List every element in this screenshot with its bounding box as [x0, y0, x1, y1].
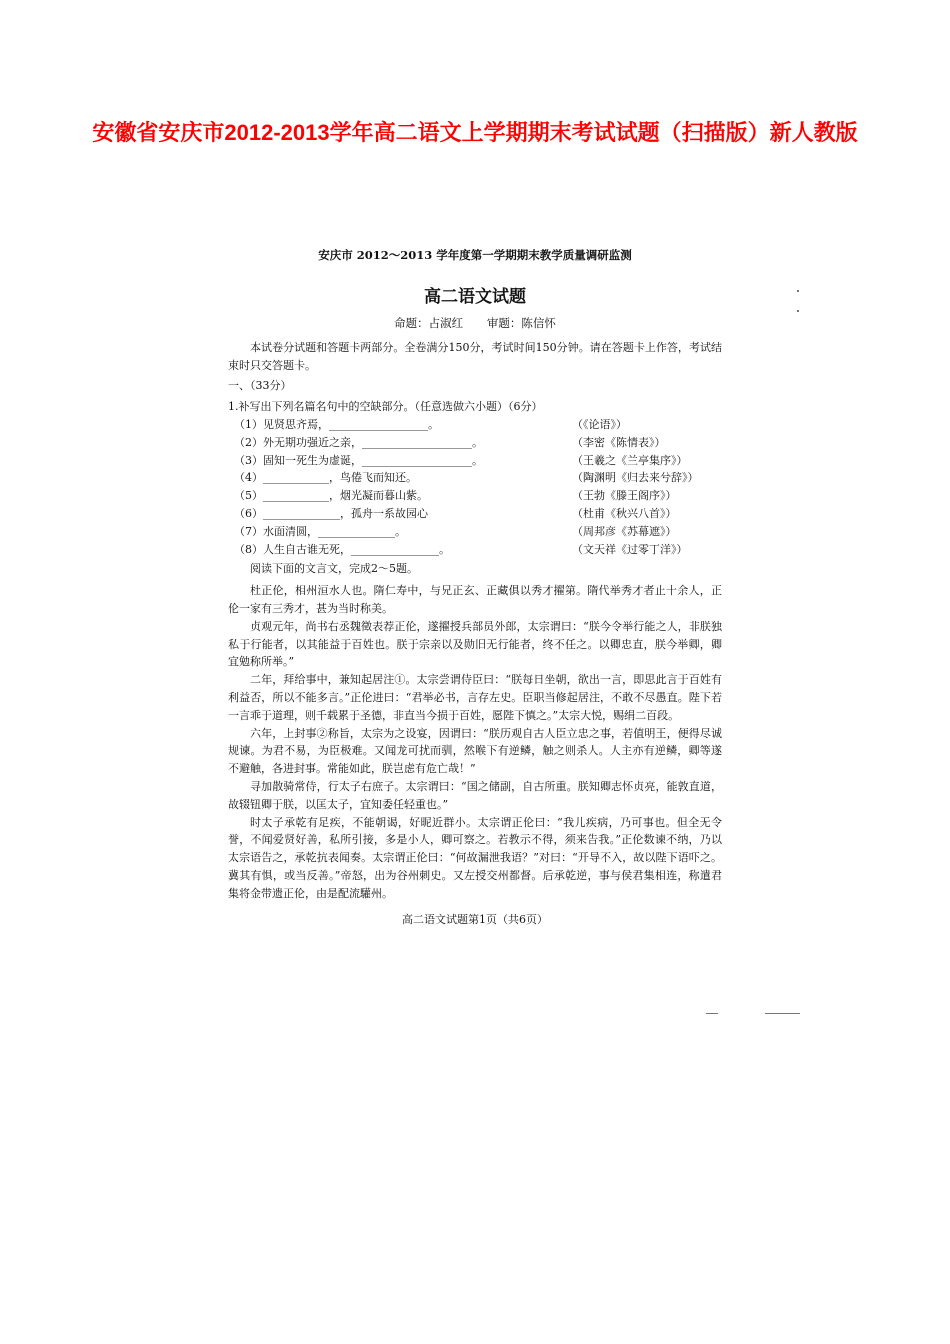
list-item: （6）______________，孤舟一系故园心 （杜甫《秋兴八首》） [234, 506, 677, 520]
section-heading: 一、（33分） [228, 379, 292, 393]
list-item: （5）____________，烟光凝而暮山紫。 （王勃《滕王阁序》） [234, 489, 677, 503]
question-1: 1.补写出下列名篇名句中的空缺部分。（任意选做六小题）（6分） [228, 400, 543, 414]
list-item: （4）____________，鸟倦飞而知还。 （陶渊明《归去来兮辞》） [234, 471, 699, 485]
passage-paragraph: 贞观元年，尚书右丞魏徵表荐正伦，遂擢授兵部员外郎，太宗谓曰：“朕今令举行能之人，非朕独私于行能者，以其能益于百姓也。朕于宗亲以及勋旧无行能者，终不任之。以卿忠直，朕今举卿，卿宜勉称所举。” [228, 619, 722, 669]
scan-mark [706, 1013, 718, 1014]
exam-title: 高二语文试题 [424, 287, 526, 307]
scan-mark [797, 290, 799, 292]
list-item: （2）外无期功强近之亲，____________________。 （李密《陈情表》） [234, 435, 666, 449]
exam-org: 安庆市 2012～2013 学年度第一学期期末教学质量调研监测 [318, 248, 632, 262]
scan-mark [765, 1013, 800, 1014]
classical-passage [228, 582, 722, 902]
passage-paragraph: 杜正伦，相州洹水人也。隋仁寿中，与兄正玄、正藏俱以秀才擢第。隋代举秀才者止十余人，正伦一家有三秀才，甚为当时称美。 [228, 584, 722, 615]
passage-paragraph: 时太子承乾有足疾，不能朝谒，好昵近群小。太宗谓正伦曰：“我儿疾病，乃可事也。但全无令誉，不闻爱贤好善，私所引接，多是小人，卿可察之。若教示不得，须来告我。”正伦数谏不纳，乃以太宗语告之，承乾抗表闻奏。太宗谓正伦曰：“何故漏泄我语？”对曰：“开导不入，故以陛下语吓之。冀其有惧，或当反善。”帝怒，出为谷州刺史。又左授交州都督。后承乾逆，事与侯君集相连，称遣君集将金带遗正伦，由是配流驩州。 [228, 815, 722, 900]
question-1-items [228, 416, 722, 558]
page-footer: 高二语文试题第1页（共6页） [402, 912, 548, 926]
reading-intro: 阅读下面的文言文，完成2～5题。 [250, 562, 418, 576]
scan-mark [797, 310, 799, 312]
scanned-exam-page [228, 245, 722, 928]
passage-paragraph: 二年，拜给事中，兼知起居注①。太宗尝谓侍臣曰：“朕每日坐朝，欲出一言，即思此言于百姓有利益否，所以不能多言。”正伦进曰：“君举必书，言存左史。臣职当修起居注，不敢不尽愚直。陛下若一言乖于道理，则千载累于圣德，非直当今损于百姓，愿陛下慎之。”太宗大悦，赐绢二百段。 [228, 673, 722, 722]
list-item: （8）人生自古谁无死，________________。 （文天祥《过零丁洋》） [234, 542, 688, 556]
passage-paragraph: 寻加散骑常侍，行太子右庶子。太宗谓曰：“国之储副，自古所重。朕知卿志怀贞亮，能敦直道，故辍钮卿于朕，以匡太子，宜知委任轻重也。” [228, 779, 722, 811]
exam-authors [228, 315, 722, 333]
document-title: 安徽省安庆市2012-2013学年高二语文上学期期末考试试题（扫描版）新人教版 [92, 120, 858, 145]
author-reviewer: 审题：陈信怀 [486, 316, 556, 330]
list-item: （1）见贤思齐焉，__________________。 （《论语》） [234, 417, 627, 431]
passage-paragraph: 六年，上封事②称旨，太宗为之设宴，因谓曰：“朕历观自古人臣立忠之事，若值明王，便得尽诚规谏。为君不易，为臣极难。又闻龙可扰而驯，然喉下有逆鳞，触之则杀人。人主亦有逆鳞，卿等遂不避触，各进封事。常能如此，朕岂虑有危亡哉！” [228, 726, 722, 776]
exam-intro: 本试卷分试题和答题卡两部分。全卷满分150分，考试时间150分钟。请在答题卡上作答，考试结束时只交答题卡。 [228, 340, 722, 372]
list-item: （7）水面清圆，______________。 （周邦彦《苏幕遮》） [234, 524, 677, 538]
list-item: （3）固知一死生为虚诞，____________________。 （王羲之《兰亭集序》） [234, 453, 688, 467]
author-setter: 命题：占淑红 [394, 316, 464, 330]
